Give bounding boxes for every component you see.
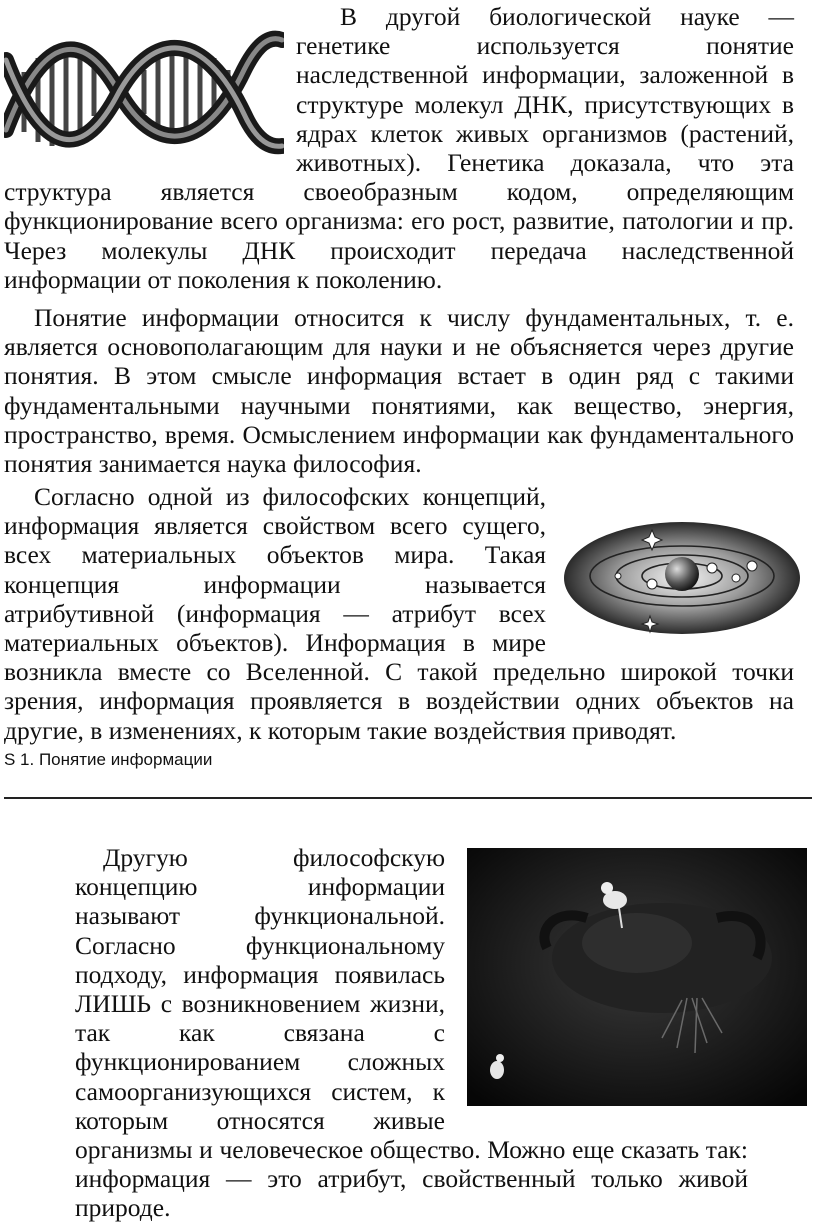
paragraph-functional-concept: Другую философскую концепцию информации называют функциональной. Согласно функциональному подходу, информация появилась ЛИШЬ с возникновением жизни, так как связана с функционированием сложных самоорганизующихся систем, к которым относятся живые организмы и человеческое общество. Можно еще сказать так: информация — это атрибут, свойственный только живой природе. (75, 843, 748, 1223)
section-divider (4, 797, 812, 799)
paragraph-attributive-concept: Согласно одной из философских концепций, информация является свойством всего сущего, всех материальных объектов мира. Такая концепция информации называется атрибутивной (информация — атрибут всех материальных объектов). Информация в мире возникла вместе со Вселенной. С такой предельно широкой точки зрения, информация проявляется в воздействии одних объектов на другие, в изменениях, к которым такие воздействия приводят. (4, 482, 794, 745)
paragraph-fundamental-concept: Понятие информации относится к числу фундаментальных, т. е. является основополагающим для науки и не объясняется через другие понятия. В этом смысле информация встает в один ряд с такими фундаментальными научными понятиями, как вещество, энергия, пространство, время. Осмыслением информации как фундаментального понятия занимается наука философия. (4, 303, 794, 479)
section-caption: S 1. Понятие информации (4, 750, 213, 769)
paragraph-genetics: В другой биологической науке — генетике используется понятие наследственной информации, заложенной в структуре молекул ДНК, присутствующих в ядрах клеток живых организмов (растений, животных). Генетика доказала, что эта структура является своеобразным кодом, определяющим функционирование всего организма: его рост, развитие, патологии и пр. Через молекулы ДНК происходит передача наследственной информации от поколения к поколению. (4, 2, 794, 294)
